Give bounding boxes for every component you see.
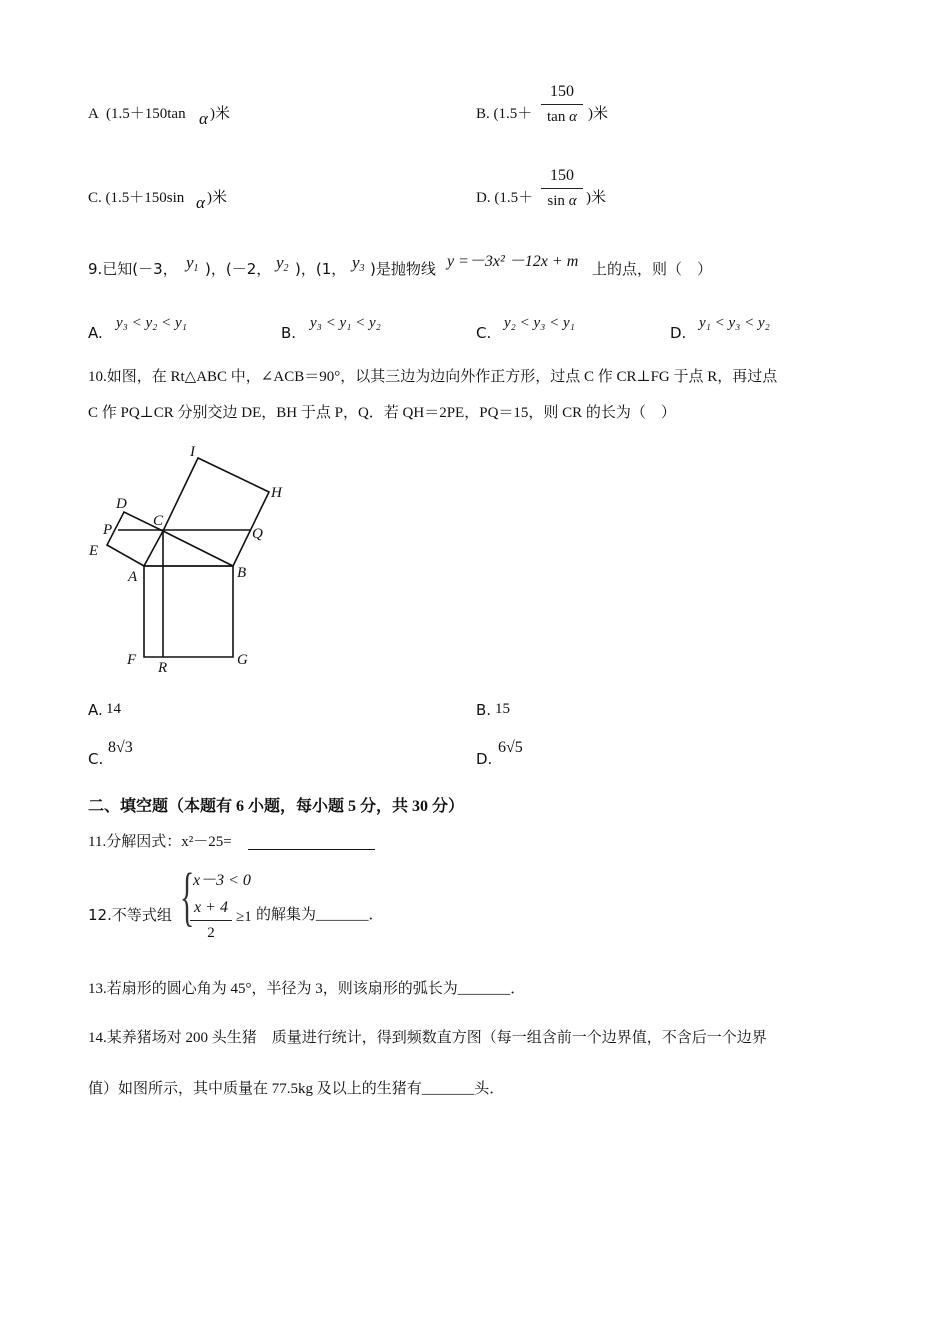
q9-option-d-expr: y₁ < y₃ < y₂ <box>699 315 770 331</box>
q10-line1: 10.如图，在 Rt△ABC 中，∠ACB＝90°，以其三边为边向外作正方形，过点 C 作 CR⊥FG 于点 R，再过点 <box>88 369 778 385</box>
q11-answer-blank[interactable] <box>248 835 375 850</box>
q12-brace: { <box>180 860 195 933</box>
label-I: I <box>190 444 195 460</box>
section-2-heading: 二、填空题（本题有 6 小题，每小题 5 分，共 30 分） <box>88 798 465 815</box>
q8-d-denominator <box>541 188 583 210</box>
q8-b-fraction <box>541 83 583 126</box>
q9-option-b-expr: y₃ < y₁ < y₂ <box>310 315 381 331</box>
q10-option-a-value: 14 <box>106 701 121 717</box>
q8-b-close: )米 <box>588 106 608 122</box>
q8-b-numerator: 150 <box>550 83 574 100</box>
q8-d-label: D. (1.5＋ <box>476 190 534 206</box>
q8-d-numerator: 150 <box>550 167 574 184</box>
q12-fraction <box>190 899 232 942</box>
label-R: R <box>158 660 168 676</box>
label-E: E <box>89 543 99 559</box>
q9-y1-sub: 1 <box>193 263 199 274</box>
q8-c-close: )米 <box>207 190 227 206</box>
q8-a-text: (1.5＋150tan <box>106 106 186 122</box>
q12-frac-denominator: 2 <box>190 920 232 942</box>
q9-option-b-label: B. <box>281 324 297 342</box>
q10-option-d-label: D. <box>476 750 493 768</box>
q14-line1: 14.某养猪场对 200 头生猪 质量进行统计，得到频数直方图（每一组含前一个边界值，不含后一个边界 <box>88 1030 767 1046</box>
q10-line2: C 作 PQ⊥CR 分别交边 DE，BH 于点 P，Q．若 QH＝2PE，PQ＝15，则 CR 的长为（ ） <box>88 405 676 421</box>
q8-b-label: B. (1.5＋ <box>476 106 533 122</box>
q8-b-den-text: tan <box>547 109 566 125</box>
q12-inequality-1: x－3 < 0 <box>193 872 251 889</box>
q8-c-label: C. (1.5＋150sin <box>88 190 185 206</box>
q8-a-alpha: α <box>199 109 208 128</box>
q10-option-d-value: 6√5 <box>498 739 523 756</box>
q11-text: 11.分解因式：x²－25= <box>88 834 232 850</box>
q9-option-c-label: C. <box>476 324 492 342</box>
square-on-bc <box>163 458 269 566</box>
q8-c-alpha: α <box>196 193 205 212</box>
q8-a-label: A <box>88 106 99 122</box>
q9-equation: y =－3x² －12x + m <box>447 253 579 270</box>
q10-option-b-value: 15 <box>495 701 510 717</box>
q9-y2 <box>276 254 289 274</box>
q13-text: 13.若扇形的圆心角为 45°，半径为 3，则该扇形的弧长为_______． <box>88 981 526 997</box>
q8-d-close: )米 <box>586 190 606 206</box>
q9-y2-letter: y <box>276 253 284 272</box>
q14-line2: 值）如图所示，其中质量在 77.5kg 及以上的生猪有_______头． <box>88 1081 505 1097</box>
q9-y1 <box>186 254 199 274</box>
q9-option-a-label: A. <box>88 324 103 342</box>
q8-b-den-alpha: α <box>569 109 577 125</box>
q8-d-den-text: sin <box>547 193 565 209</box>
q9-option-c-expr: y₂ < y₃ < y₁ <box>504 315 575 331</box>
q12-prefix: 12.不等式组 <box>88 906 172 924</box>
q8-d-den-alpha: α <box>568 193 577 209</box>
label-A: A <box>128 569 138 585</box>
q9-mid1: )，(－2， <box>205 260 272 278</box>
q12-frac-numerator: x + 4 <box>194 899 228 916</box>
square-on-ab <box>144 566 233 657</box>
q9-y2-sub: 2 <box>283 263 289 274</box>
label-P: P <box>103 522 113 538</box>
label-C: C <box>153 513 164 529</box>
q12-geq: ≥1 <box>236 909 252 925</box>
label-F: F <box>127 652 137 668</box>
q9-option-a-expr: y₃ < y₂ < y₁ <box>116 315 187 331</box>
label-G: G <box>237 652 248 668</box>
q8-b-denominator <box>541 104 583 126</box>
q10-option-c-value: 8√3 <box>108 739 133 756</box>
q10-option-b-label: B. <box>476 701 492 719</box>
q9-y3-letter: y <box>352 253 360 272</box>
q9-y3-sub: 3 <box>359 263 365 274</box>
q8-d-fraction <box>541 167 583 210</box>
label-B: B <box>237 565 247 581</box>
q9-mid3: )是抛物线 <box>370 260 436 278</box>
q9-y1-letter: y <box>186 253 194 272</box>
label-H: H <box>271 485 282 501</box>
q10-figure <box>80 438 300 678</box>
label-D: D <box>116 496 127 512</box>
q12-suffix: 的解集为_______． <box>256 907 384 923</box>
q8-a-close: )米 <box>210 106 230 122</box>
q10-option-c-label: C. <box>88 750 104 768</box>
q9-y3 <box>352 254 365 274</box>
q9-suffix: 上的点，则（ ） <box>592 260 713 278</box>
q9-mid2: )，(1， <box>295 260 347 278</box>
q9-option-d-label: D. <box>670 324 687 342</box>
label-Q: Q <box>252 526 263 542</box>
q9-prefix: 9.已知(－3， <box>88 260 178 278</box>
q10-option-a-label: A. <box>88 701 103 719</box>
